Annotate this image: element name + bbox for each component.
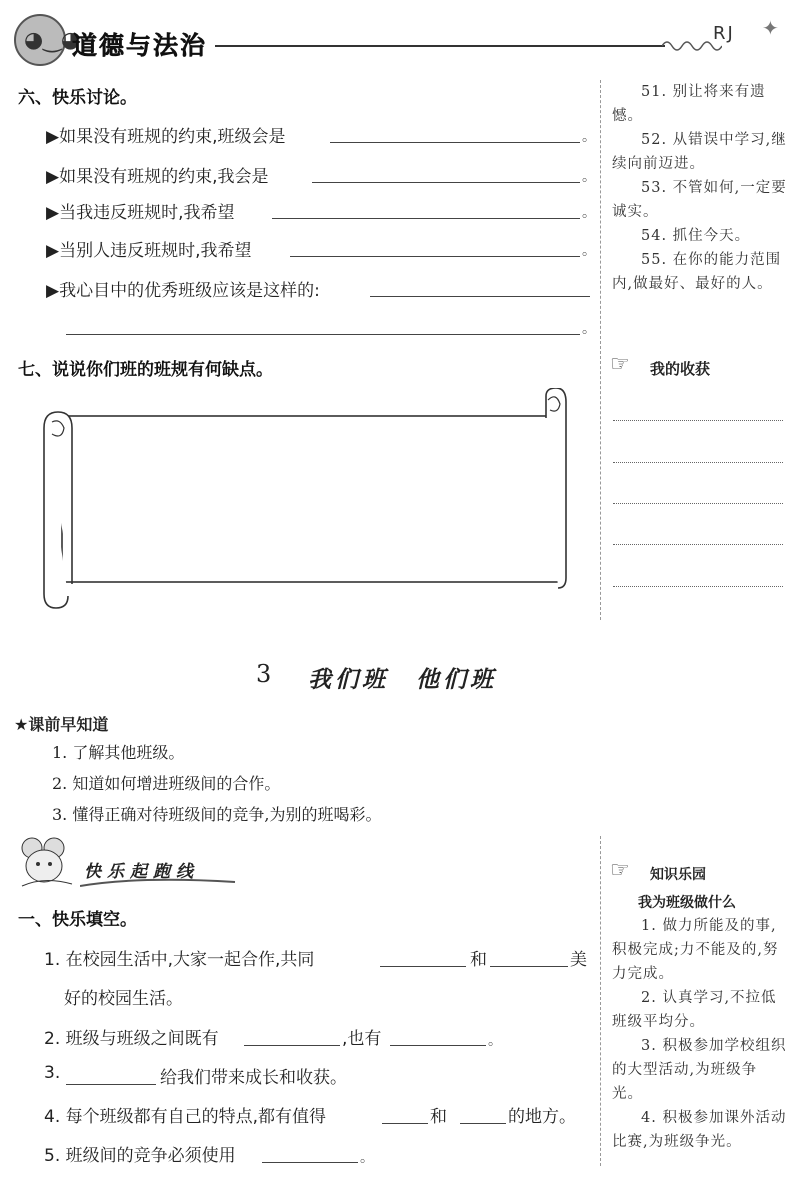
edition-label: RJ	[713, 23, 735, 44]
lesson-number: 3	[256, 660, 272, 688]
banner-label: 快乐起跑线	[84, 862, 199, 882]
fill-blank[interactable]	[66, 1084, 156, 1085]
section-7-title: 七、说说你们班的班规有何缺点。	[18, 360, 273, 380]
period-mark: 。	[488, 1033, 502, 1049]
harvest-line[interactable]	[613, 462, 783, 463]
period-mark: 。	[582, 129, 596, 145]
harvest-line[interactable]	[613, 544, 783, 545]
preview-item: 1. 了解其他班级。	[52, 743, 185, 762]
lesson-title: 我们班 他们班	[308, 667, 497, 693]
section-6-title: 六、快乐讨论。	[18, 88, 137, 108]
mouse-mascot-icon	[14, 836, 84, 892]
section-1-title: 一、快乐填空。	[18, 910, 137, 930]
discussion-q3: ▶当我违反班规时,我希望	[46, 203, 235, 223]
fill-q4-text: 4. 每个班级都有自己的特点,都有值得	[44, 1107, 327, 1127]
period-mark: 。	[582, 169, 596, 185]
preview-item: 2. 知道如何增进班级间的合作。	[52, 774, 281, 793]
mascot-face-icon: ◕‿◕	[24, 28, 81, 53]
fill-q1-end: 美	[570, 950, 587, 970]
preview-title: ★课前早知道	[14, 715, 109, 734]
discussion-q1: ▶如果没有班规的约束,班级会是	[46, 127, 286, 147]
column-divider	[600, 80, 601, 620]
motto-block	[612, 80, 788, 296]
knowledge-p4: 4. 积极参加课外活动比赛,为班级争光。	[612, 1110, 787, 1150]
period-mark: 。	[360, 1150, 374, 1166]
period-mark: 。	[582, 205, 596, 221]
answer-blank[interactable]	[66, 334, 580, 335]
period-mark: 。	[582, 321, 596, 337]
banner-swoosh	[80, 876, 240, 890]
discussion-q5: ▶我心目中的优秀班级应该是这样的:	[46, 281, 320, 301]
knowledge-title: 知识乐园	[650, 867, 706, 883]
fill-q4-end: 的地方。	[508, 1107, 576, 1127]
fill-q1-text: 1. 在校园生活中,大家一起合作,共同	[44, 950, 315, 970]
fill-q3-text: 给我们带来成长和收获。	[160, 1068, 347, 1088]
fill-q1-cont: 好的校园生活。	[64, 989, 183, 1009]
discussion-q2: ▶如果没有班规的约束,我会是	[46, 167, 269, 187]
fill-q5-text: 5. 班级间的竞争必须使用	[44, 1146, 236, 1166]
answer-blank[interactable]	[272, 218, 580, 219]
motto-54: 54. 抓住今天。	[641, 228, 751, 244]
motto-53: 53. 不管如何,一定要诚实。	[612, 180, 787, 220]
harvest-title: 我的收获	[650, 360, 711, 378]
answer-blank[interactable]	[330, 142, 580, 143]
knowledge-subtitle: 我为班级做什么	[638, 895, 736, 911]
period-mark: 。	[582, 243, 596, 259]
answer-blank[interactable]	[290, 256, 580, 257]
fill-q4-and: 和	[430, 1107, 447, 1127]
motto-52: 52. 从错误中学习,继续向前迈进。	[612, 132, 787, 172]
knowledge-p1: 1. 做力所能及的事,积极完成;力不能及的,努力完成。	[612, 918, 779, 982]
discussion-q4: ▶当别人违反班规时,我希望	[46, 241, 252, 261]
answer-blank[interactable]	[312, 182, 580, 183]
pointing-hand-icon: ☞	[610, 858, 630, 883]
fill-q2-mid: ,也有	[342, 1029, 382, 1049]
fill-blank[interactable]	[390, 1045, 486, 1046]
knowledge-p3: 3. 积极参加学校组织的大型活动,为班级争光。	[612, 1038, 787, 1102]
fill-blank[interactable]	[382, 1123, 428, 1124]
fill-q2-text: 2. 班级与班级之间既有	[44, 1029, 219, 1049]
fill-blank[interactable]	[262, 1162, 358, 1163]
fill-q3-num: 3.	[44, 1063, 61, 1083]
knowledge-p2: 2. 认真学习,不拉低班级平均分。	[612, 990, 777, 1030]
motto-51: 51. 别让将来有遗憾。	[612, 84, 766, 124]
fill-q1-and: 和	[470, 950, 487, 970]
brand-title: 道德与法治	[72, 31, 208, 60]
preview-item: 3. 懂得正确对待班级间的竞争,为别的班喝彩。	[52, 805, 382, 824]
scroll-answer-box[interactable]	[38, 388, 572, 610]
fill-blank[interactable]	[244, 1045, 340, 1046]
header-rule	[215, 45, 665, 47]
fill-blank[interactable]	[490, 966, 568, 967]
fill-blank[interactable]	[380, 966, 466, 967]
bird-icon: ✦	[762, 16, 779, 40]
pointing-hand-icon: ☞	[610, 352, 630, 377]
column-divider	[600, 836, 601, 1166]
harvest-line[interactable]	[613, 586, 783, 587]
harvest-line[interactable]	[613, 503, 783, 504]
knowledge-block	[612, 914, 788, 1154]
harvest-line[interactable]	[613, 420, 783, 421]
answer-blank[interactable]	[370, 296, 590, 297]
motto-55: 55. 在你的能力范围内,做最好、最好的人。	[612, 252, 782, 292]
fill-blank[interactable]	[460, 1123, 506, 1124]
